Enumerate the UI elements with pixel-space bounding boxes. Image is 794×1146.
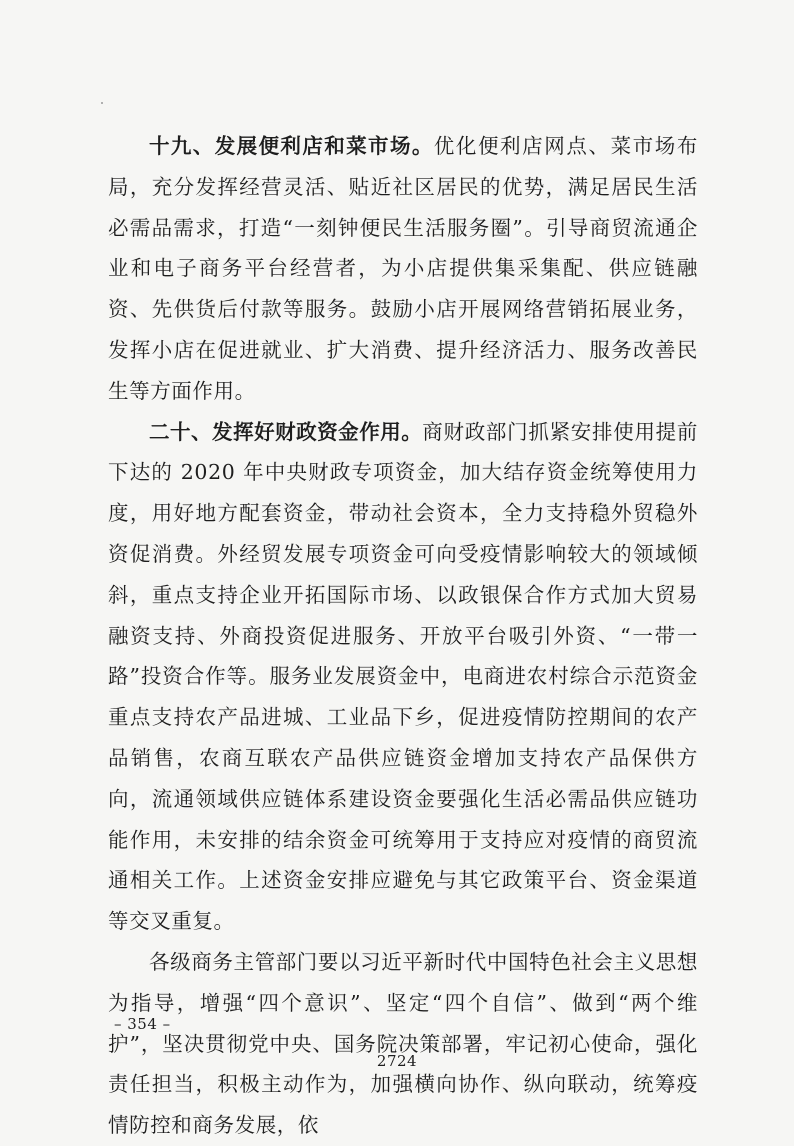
paragraph-convenience-stores [108,126,698,412]
section-heading: 十九、发展便利店和菜市场。 [149,134,434,158]
paragraph-closing [108,942,698,1146]
document-number: 2724 [376,1052,418,1070]
paragraph-text: 各级商务主管部门要以习近平新时代中国特色社会主义思想为指导，增强“四个意识”、坚定“四个自信”、做到“两个维护”，坚决贯彻党中央、国务院决策部署，牢记初心使命，强化责任担当，积极主动作为，加强横向协作、纵向联动，统筹疫情防控和商务发展，依 [108,949,698,1138]
paragraph-fiscal-funds [108,412,698,942]
document-body [108,126,698,1146]
paragraph-text: 优化便利店网点、菜市场布局，充分发挥经营灵活、贴近社区居民的优势，满足居民生活必需品需求，打造“一刻钟便民生活服务圈”。引导商贸流通企业和电子商务平台经营者，为小店提供集采集配、供应链融资、先供货后付款等服务。鼓励小店开展网络营销拓展业务，发挥小店在促进就业、扩大消费、提升经济活力、服务改善民生等方面作用。 [108,134,698,403]
page-number: – 354 – [114,1015,171,1033]
section-heading: 二十、发挥好财政资金作用。 [149,419,423,444]
paragraph-text: 商财政部门抓紧安排使用提前下达的 2020 年中央财政专项资金，加大结存资金统筹使用力度，用好地方配套资金，带动社会资本，全力支持稳外贸稳外资促消费。外经贸发展专项资金可向受疫情影响较大的领域倾斜，重点支持企业开拓国际市场、以政银保合作方式加大贸易融资支持、外商投资促进服务、开放平台吸引外资、“一带一路”投资合作等。服务业发展资金中，电商进农村综合示范资金重点支持农产品进城、工业品下乡，促进疫情防控期间的农产品销售，农商互联农产品供应链资金增加支持农产品保供方向，流通领域供应链体系建设资金要强化生活必需品供应链功能作用，未安排的结余资金可统筹用于支持应对疫情的商贸流通相关工作。上述资金安排应避免与其它政策平台、资金渠道等交叉重复。 [108,419,698,934]
scan-speck [101,102,103,104]
